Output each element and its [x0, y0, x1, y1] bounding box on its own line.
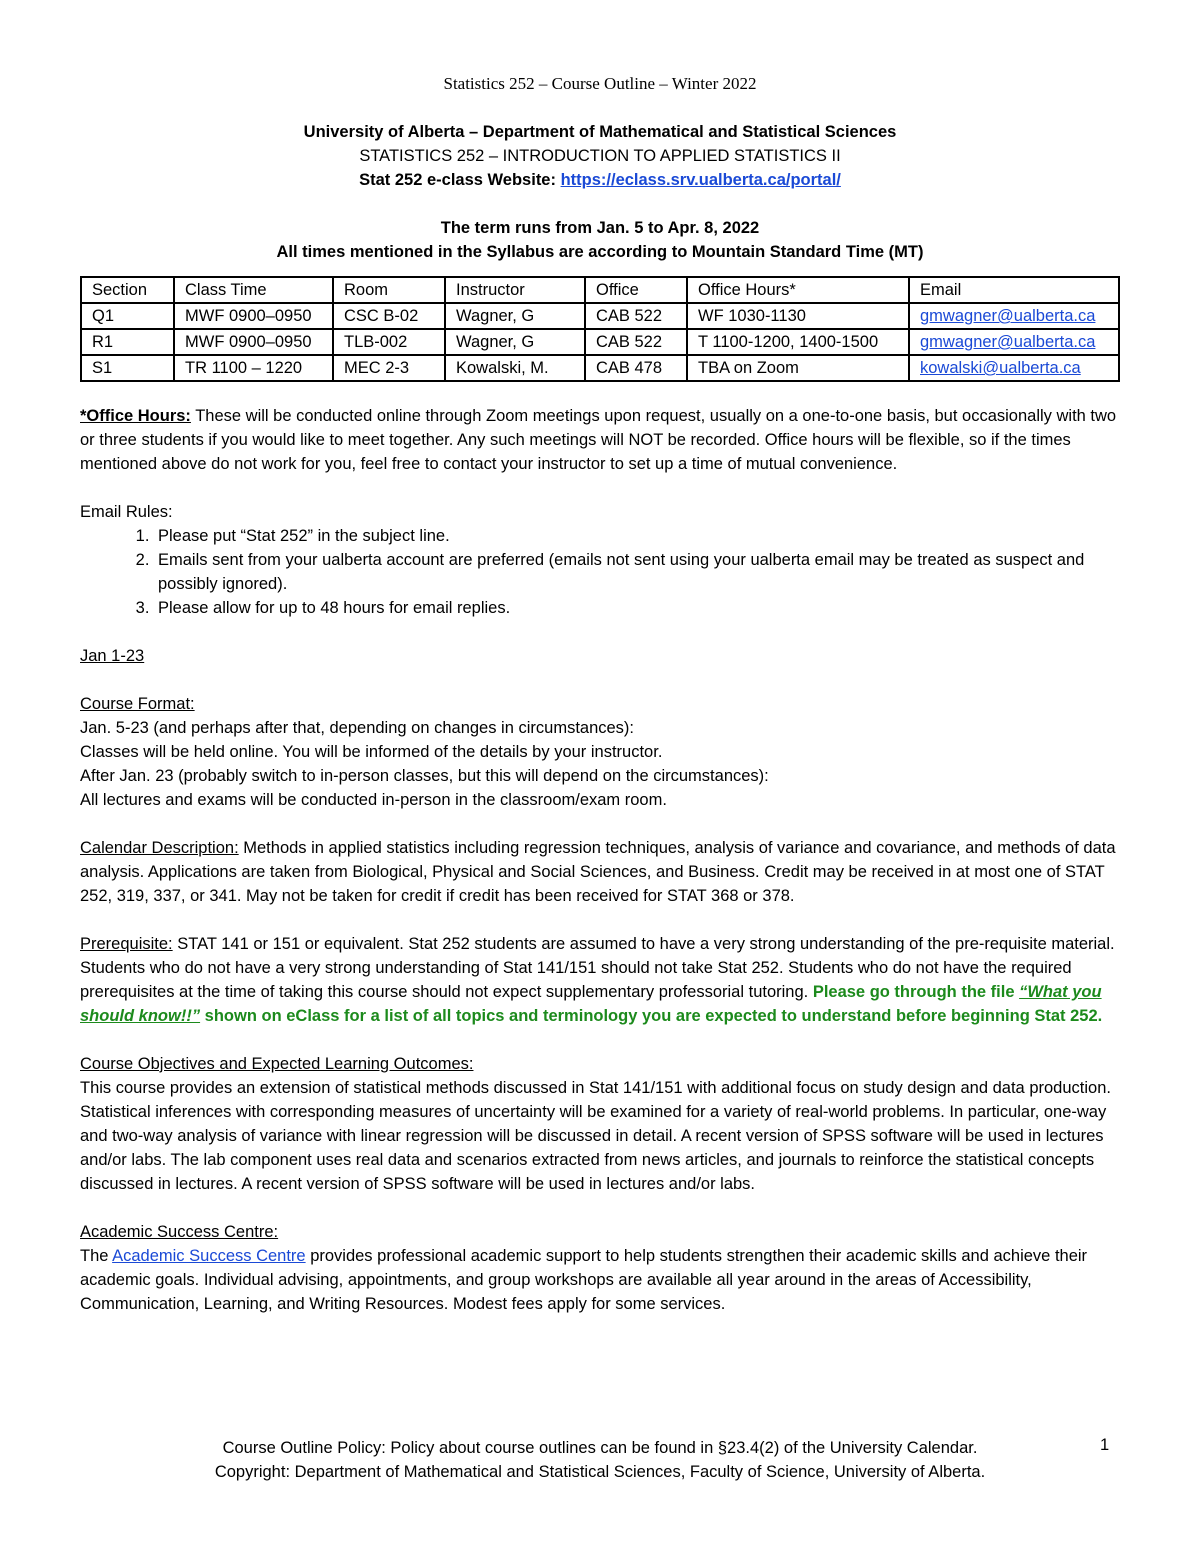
col-office-hours: Office Hours*: [687, 277, 909, 303]
cell-instructor: Wagner, G: [445, 303, 585, 329]
cell-section: S1: [81, 355, 174, 381]
email-rules-heading: Email Rules:: [80, 503, 173, 521]
course-format-line: After Jan. 23 (probably switch to in-person classes, but this will depend on the circumstances):: [80, 767, 769, 785]
success-post: provides professional academic support to help students strengthen their academic skills and achieve their academic goals. Individual advising, appointments, and group workshops are available all year around in the areas of Accessibility, Communication, Learning, and Writing Resources. Modest fees apply for some services.: [80, 1247, 1088, 1313]
email-link[interactable]: kowalski@ualberta.ca: [920, 359, 1081, 377]
term-dates: The term runs from Jan. 5 to Apr. 8, 2022: [440, 219, 760, 237]
page-body: [80, 72, 1120, 1316]
course-format-heading: Course Format:: [80, 695, 195, 713]
cell-office: CAB 522: [585, 303, 687, 329]
office-hours-paragraph: [80, 404, 1120, 476]
footer-policy: Course Outline Policy: Policy about course outlines can be found in §23.4(2) of the University Calendar.: [222, 1439, 978, 1457]
page-footer: [80, 1436, 1120, 1484]
col-section: Section: [81, 277, 174, 303]
email-rules-list: [80, 524, 1120, 620]
cell-office: CAB 522: [585, 329, 687, 355]
table-row: [81, 329, 1119, 355]
course-title: STATISTICS 252 – INTRODUCTION TO APPLIED STATISTICS II: [359, 147, 841, 165]
col-office: Office: [585, 277, 687, 303]
list-item: 1. Please put “Stat 252” in the subject line.: [154, 524, 1120, 548]
cell-instructor: Wagner, G: [445, 329, 585, 355]
col-class-time: Class Time: [174, 277, 333, 303]
email-link[interactable]: gmwagner@ualberta.ca: [920, 307, 1096, 325]
timezone-note: All times mentioned in the Syllabus are according to Mountain Standard Time (MT): [276, 243, 924, 261]
running-title: Statistics 252 – Course Outline – Winter 2022: [443, 74, 757, 93]
calendar-text: Methods in applied statistics including regression techniques, analysis of variance and covariance, and methods of data analysis. Applications are taken from Biological, Physical and Social Sciences, and Business. Credit may be received in at most one of STAT 252, 319, 337, or 341. May not be taken for credit if credit has been received for STAT 368 or 378.: [80, 839, 1116, 905]
cell-class-time: MWF 0900–0950: [174, 329, 333, 355]
eclass-line: [80, 168, 1120, 192]
academic-success-centre-link[interactable]: Academic Success Centre: [112, 1247, 306, 1265]
eclass-label: Stat 252 e-class Website:: [359, 171, 561, 189]
calendar-label: Calendar Description:: [80, 839, 239, 857]
cell-section: R1: [81, 329, 174, 355]
table-row: [81, 355, 1119, 381]
col-room: Room: [333, 277, 445, 303]
cell-email: [909, 329, 1119, 355]
cell-room: TLB-002: [333, 329, 445, 355]
course-format-line: Jan. 5-23 (and perhaps after that, depending on changes in circumstances):: [80, 719, 635, 737]
objectives-heading: Course Objectives and Expected Learning Outcomes:: [80, 1055, 474, 1073]
cell-office-hours: WF 1030-1130: [687, 303, 909, 329]
footer-copyright: Copyright: Department of Mathematical and Statistical Sciences, Faculty of Science, University of Alberta.: [214, 1463, 986, 1481]
course-format-line: Classes will be held online. You will be informed of the details by your instructor.: [80, 743, 663, 761]
email-link[interactable]: gmwagner@ualberta.ca: [920, 333, 1096, 351]
cell-class-time: TR 1100 – 1220: [174, 355, 333, 381]
cell-room: MEC 2-3: [333, 355, 445, 381]
prerequisite-text: STAT 141 or 151 or equivalent. Stat 252 students are assumed to have a very strong understanding of the pre-requisite material. Students who do not have a very strong understanding of Stat 141/151 should not take Stat 252. Students who do not have the required prerequisites at the time of taking this course should not expect supplementary professorial tutoring.: [80, 935, 1115, 1001]
table-row: [81, 303, 1119, 329]
prerequisite-paragraph: [80, 932, 1120, 1028]
objectives-text: This course provides an extension of statistical methods discussed in Stat 141/151 with additional focus on study design and data production. Statistical inferences with corresponding measures of uncertainty will be examined for a variety of real-world problems. In particular, one-way and two-way analysis of variance with linear regression will be discussed in detail. A recent version of SPSS software will be used in lectures and/or labs. The lab component uses real data and scenarios extracted from news articles, and journals to reinforce the statistical concepts discussed in lectures. A recent version of SPSS software will be used in lectures and/or labs.: [80, 1079, 1111, 1193]
eclass-link[interactable]: https://eclass.srv.ualberta.ca/portal/: [560, 171, 841, 189]
list-item: 3. Please allow for up to 48 hours for email replies.: [154, 596, 1120, 620]
col-instructor: Instructor: [445, 277, 585, 303]
calendar-description: [80, 836, 1120, 908]
success-pre: The: [80, 1247, 113, 1265]
cell-office-hours: T 1100-1200, 1400-1500: [687, 329, 909, 355]
course-format-line: All lectures and exams will be conducted in-person in the classroom/exam room.: [80, 791, 667, 809]
cell-office: CAB 478: [585, 355, 687, 381]
col-email: Email: [909, 277, 1119, 303]
prerequisite-label: Prerequisite:: [80, 935, 173, 953]
office-hours-text: These will be conducted online through Zoom meetings upon request, usually on a one-to-one basis, but occasionally with two or three students if you would like to meet together. Any such meetings will NOT be recorded. Office hours will be flexible, so if the times mentioned above do not work for you, feel free to contact your instructor to set up a time of mutual convenience.: [80, 407, 1117, 473]
period-heading: Jan 1-23: [80, 647, 145, 665]
prerequisite-green-post: shown on eClass for a list of all topics and terminology you are expected to understand before beginning Stat 252.: [200, 1007, 1103, 1025]
list-item: 2. Emails sent from your ualberta account are preferred (emails not sent using your ualberta email may be treated as suspect and possibly ignored).: [154, 548, 1120, 596]
cell-section: Q1: [81, 303, 174, 329]
cell-email: [909, 355, 1119, 381]
university-heading: University of Alberta – Department of Mathematical and Statistical Sciences: [303, 123, 897, 141]
success-centre-heading: Academic Success Centre:: [80, 1223, 279, 1241]
cell-email: [909, 303, 1119, 329]
cell-instructor: Kowalski, M.: [445, 355, 585, 381]
cell-office-hours: TBA on Zoom: [687, 355, 909, 381]
page-number: 1: [1100, 1436, 1110, 1454]
what-you-should-know-file: “What you should know!!”: [80, 983, 1102, 1025]
cell-room: CSC B-02: [333, 303, 445, 329]
success-centre-paragraph: [80, 1244, 1120, 1316]
office-hours-label: *Office Hours:: [80, 407, 191, 425]
prerequisite-green-pre: Please go through the file: [812, 983, 1020, 1001]
schedule-table: [80, 276, 1120, 382]
cell-class-time: MWF 0900–0950: [174, 303, 333, 329]
schedule-header-row: [81, 277, 1119, 303]
